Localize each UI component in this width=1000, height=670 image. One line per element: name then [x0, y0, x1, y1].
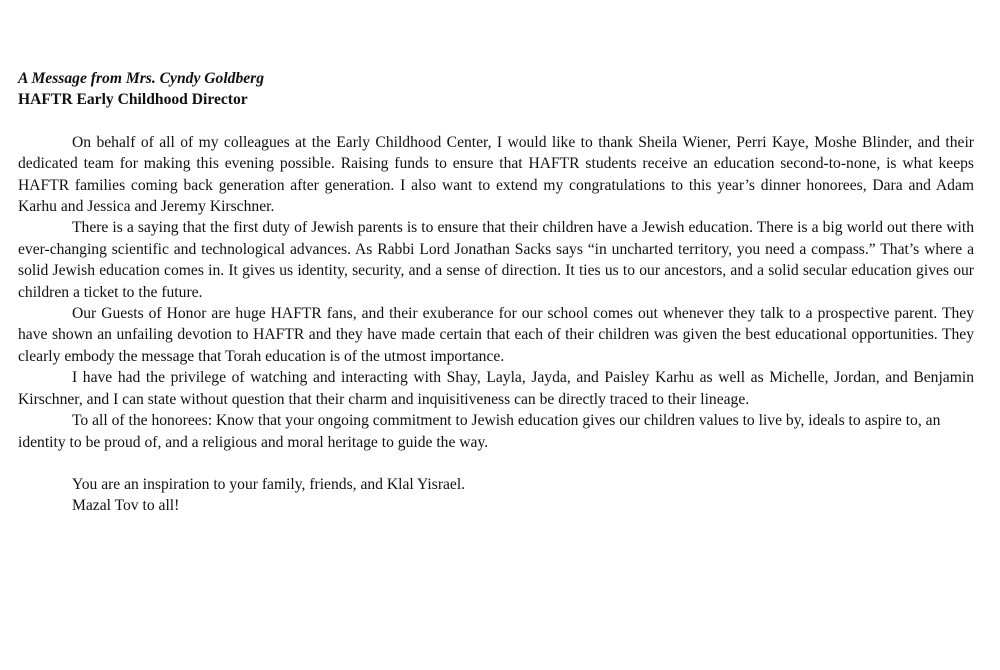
- paragraph-children: I have had the privilege of watching and interacting with Shay, Layla, Jayda, and Paisley Karhu as well as Michelle, Jordan, and Benjamin Kirschner, and I can state without question that their charm and inquisitiveness can be directly traced to their lineage.: [18, 369, 974, 408]
- director-title: HAFTR Early Childhood Director: [18, 91, 248, 109]
- closing-inspiration: You are an inspiration to your family, friends, and Klal Yisrael.: [72, 475, 466, 493]
- paragraph-jewish-education: There is a saying that the first duty of Jewish parents is to ensure that their children have a Jewish education. There is a big world out there with ever-changing scientific and technological advances. As Rabbi Lord Jonathan Sacks says “in uncharted territory, you need a compass.” That’s where a solid Jewish education comes in. It gives us identity, security, and a sense of direction. It ties us to our ancestors, and a solid secular education gives our children a ticket to the future.: [18, 219, 974, 301]
- paragraph-thanks: On behalf of all of my colleagues at the Early Childhood Center, I would like to thank Sheila Wiener, Perri Kaye, Moshe Blinder, and their dedicated team for making this evening possible. Raising funds to ensure that HAFTR students receive an education second-to-none, is what keeps HAFTR families coming back generation after generation. I also want to extend my congratulations to this year’s dinner honorees, Dara and Adam Karhu and Jessica and Jeremy Kirschner.: [18, 133, 974, 216]
- letter-closing: [18, 474, 974, 517]
- paragraph-guests-of-honor: Our Guests of Honor are huge HAFTR fans, and their exuberance for our school comes out whenever they talk to a prospective parent. They have shown an unfailing devotion to HAFTR and they have made certain that each of their children was given the best educational opportunities. They clearly embody the message that Torah education is of the utmost importance.: [18, 305, 974, 365]
- letter-body: [18, 132, 974, 453]
- letter-page: [18, 68, 974, 517]
- message-heading: A Message from Mrs. Cyndy Goldberg: [18, 70, 265, 87]
- paragraph-honorees: To all of the honorees: Know that your ongoing commitment to Jewish education gives our children values to live by, ideals to aspire to, an identity to be proud of, and a religious and moral heritage to guide the way.: [18, 412, 941, 451]
- closing-mazal-tov: Mazal Tov to all!: [72, 497, 180, 515]
